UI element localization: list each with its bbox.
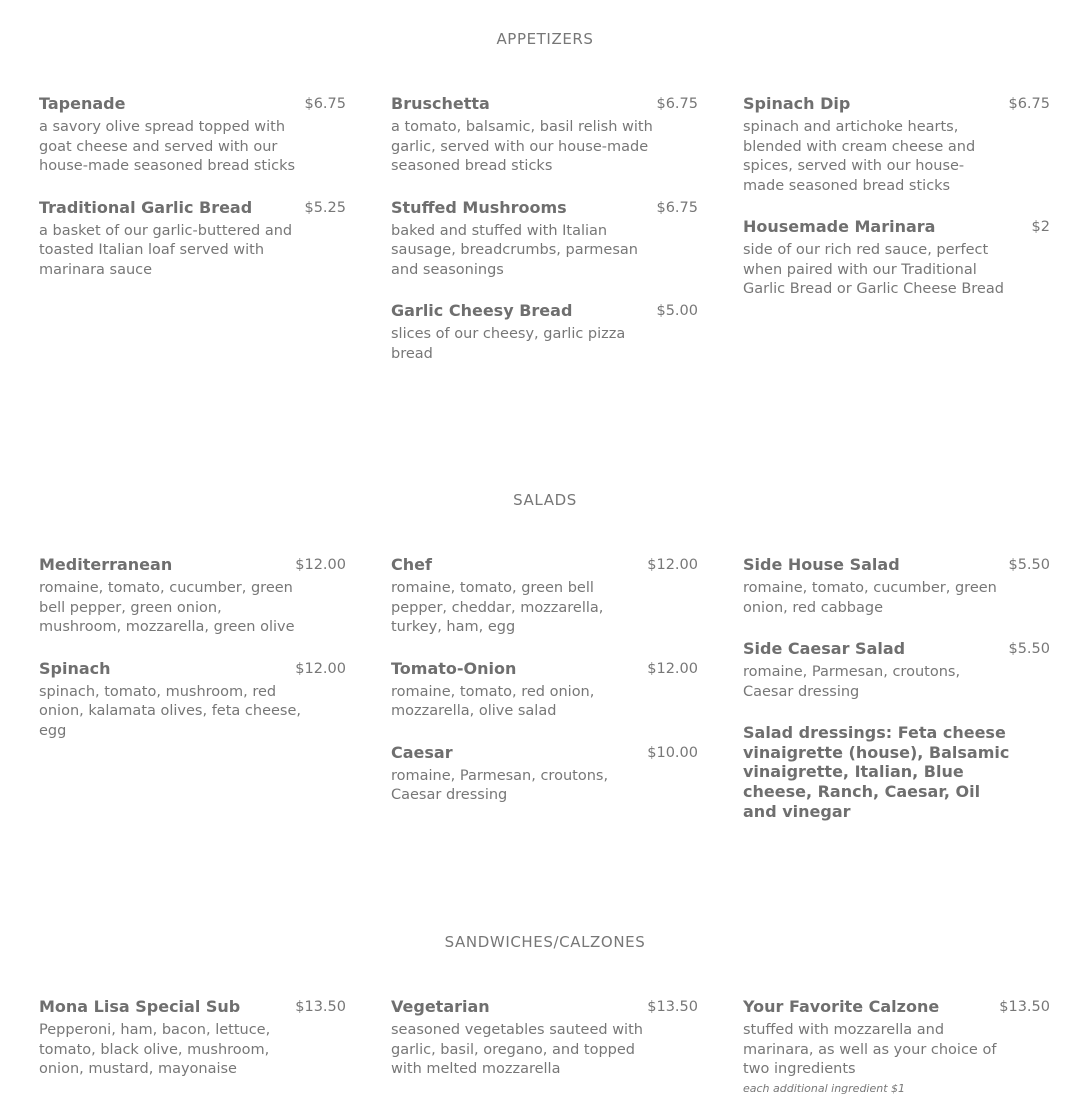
menu-item-traditional-garlic-bread <box>39 198 346 281</box>
menu-item-tapenade <box>39 94 346 177</box>
item-description: Pepperoni, ham, bacon, lettuce, tomato, black olive, mushroom, onion, mustard, mayonaise <box>39 1022 271 1077</box>
item-price: $5.25 <box>304 199 346 216</box>
item-description: side of our rich red sauce, perfect when paired with our Traditional Garlic Bread or Garlic Cheese Bread <box>743 242 1004 297</box>
salads-column-2 <box>391 555 698 806</box>
menu-item-caesar <box>391 743 698 806</box>
sandwiches-column-3 <box>743 997 1050 1097</box>
salads-column-3 <box>743 555 1050 822</box>
item-name: Stuffed Mushrooms <box>391 197 567 217</box>
menu-item-spinach-dip <box>743 94 1050 196</box>
item-description: seasoned vegetables sauteed with garlic, basil, oregano, and topped with melted mozzarella <box>391 1022 643 1077</box>
menu-item-side-caesar-salad <box>743 639 1050 702</box>
menu-item-garlic-cheesy-bread <box>391 301 698 364</box>
item-price: $2 <box>1031 219 1050 235</box>
menu-item-spinach <box>39 659 346 742</box>
item-name: Mona Lisa Special Sub <box>39 997 241 1016</box>
item-price: $5.50 <box>1008 641 1050 657</box>
item-price: $10.00 <box>647 744 698 761</box>
sandwiches-calzones-heading: SANDWICHES/CALZONES <box>444 933 646 951</box>
salad-dressings-note: Salad dressings: Feta cheese vinaigrette (house), Balsamic vinaigrette, Italian, Blue cheese, Ranch, Caesar, Oil and vinegar <box>743 723 1010 821</box>
item-description: a savory olive spread topped with goat cheese and served with our house-made seasoned bread sticks <box>39 119 296 174</box>
item-price: $5.50 <box>1008 557 1050 573</box>
item-price: $12.00 <box>295 557 346 573</box>
item-name: Your Favorite Calzone <box>743 997 940 1016</box>
item-name: Side House Salad <box>743 555 900 574</box>
item-price: $13.50 <box>647 999 698 1015</box>
item-name: Side Caesar Salad <box>743 639 906 658</box>
appetizers-heading: APPETIZERS <box>496 30 594 48</box>
item-price: $6.75 <box>656 96 698 112</box>
item-description: romaine, tomato, green bell pepper, cheddar, mozzarella, turkey, ham, egg <box>391 580 604 635</box>
sandwiches-column-1 <box>39 997 346 1080</box>
item-price: $13.50 <box>999 999 1050 1015</box>
item-description: spinach, tomato, mushroom, red onion, kalamata olives, feta cheese, egg <box>39 683 301 739</box>
item-price: $12.00 <box>647 557 698 573</box>
item-price: $6.75 <box>656 199 698 216</box>
menu-item-mona-lisa-special-sub <box>39 997 346 1080</box>
menu-item-housemade-marinara <box>743 217 1050 300</box>
item-description: romaine, Parmesan, croutons, Caesar dressing <box>743 664 961 700</box>
item-description: a basket of our garlic-buttered and toasted Italian loaf served with marinara sauce <box>39 222 293 278</box>
item-name: Mediterranean <box>39 555 173 574</box>
item-price: $5.00 <box>656 303 698 319</box>
item-name: Garlic Cheesy Bread <box>391 301 573 320</box>
item-name: Tapenade <box>39 94 126 113</box>
menu-item-stuffed-mushrooms <box>391 198 698 281</box>
menu-item-side-house-salad <box>743 555 1050 618</box>
item-description: romaine, tomato, cucumber, green onion, red cabbage <box>743 580 997 616</box>
item-price: $13.50 <box>295 999 346 1015</box>
item-name: Spinach Dip <box>743 94 851 113</box>
item-description: baked and stuffed with Italian sausage, breadcrumbs, parmesan and seasonings <box>391 222 638 278</box>
item-description: romaine, tomato, cucumber, green bell pepper, green onion, mushroom, mozzarella, green olive <box>39 580 295 635</box>
item-name: Chef <box>391 555 432 574</box>
item-name: Tomato-Onion <box>391 658 517 678</box>
appetizers-column-1 <box>39 94 346 280</box>
appetizers-column-3 <box>743 94 1050 300</box>
menu-item-your-favorite-calzone <box>743 997 1050 1097</box>
menu-item-bruschetta <box>391 94 698 177</box>
item-price: $12.00 <box>295 660 346 677</box>
menu-item-tomato-onion <box>391 659 698 722</box>
additional-ingredient-note: each additional ingredient $1 <box>743 1081 906 1095</box>
item-price: $6.75 <box>304 96 346 112</box>
item-description: slices of our cheesy, garlic pizza bread <box>391 326 626 362</box>
item-description: romaine, Parmesan, croutons, Caesar dressing <box>391 767 609 803</box>
salads-heading: SALADS <box>513 491 577 509</box>
item-description: a tomato, balsamic, basil relish with garlic, served with our house-made seasoned bread sticks <box>391 119 653 174</box>
item-name: Spinach <box>39 658 111 678</box>
appetizers-column-2 <box>391 94 698 364</box>
item-name: Housemade Marinara <box>743 217 936 236</box>
item-name: Caesar <box>391 742 453 762</box>
item-name: Vegetarian <box>391 997 490 1016</box>
item-name: Bruschetta <box>391 94 490 113</box>
salads-column-1 <box>39 555 346 741</box>
item-name: Traditional Garlic Bread <box>39 197 253 217</box>
item-description: stuffed with mozzarella and marinara, as well as your choice of two ingredients <box>743 1022 997 1077</box>
item-description: spinach and artichoke hearts, blended with cream cheese and spices, served with our house-made seasoned bread sticks <box>743 119 976 194</box>
item-price: $6.75 <box>1008 96 1050 112</box>
sandwiches-column-2 <box>391 997 698 1080</box>
menu-item-mediterranean <box>39 555 346 638</box>
item-price: $12.00 <box>647 660 698 677</box>
menu-item-chef <box>391 555 698 638</box>
item-description: romaine, tomato, red onion, mozzarella, olive salad <box>391 683 595 719</box>
menu-item-vegetarian <box>391 997 698 1080</box>
